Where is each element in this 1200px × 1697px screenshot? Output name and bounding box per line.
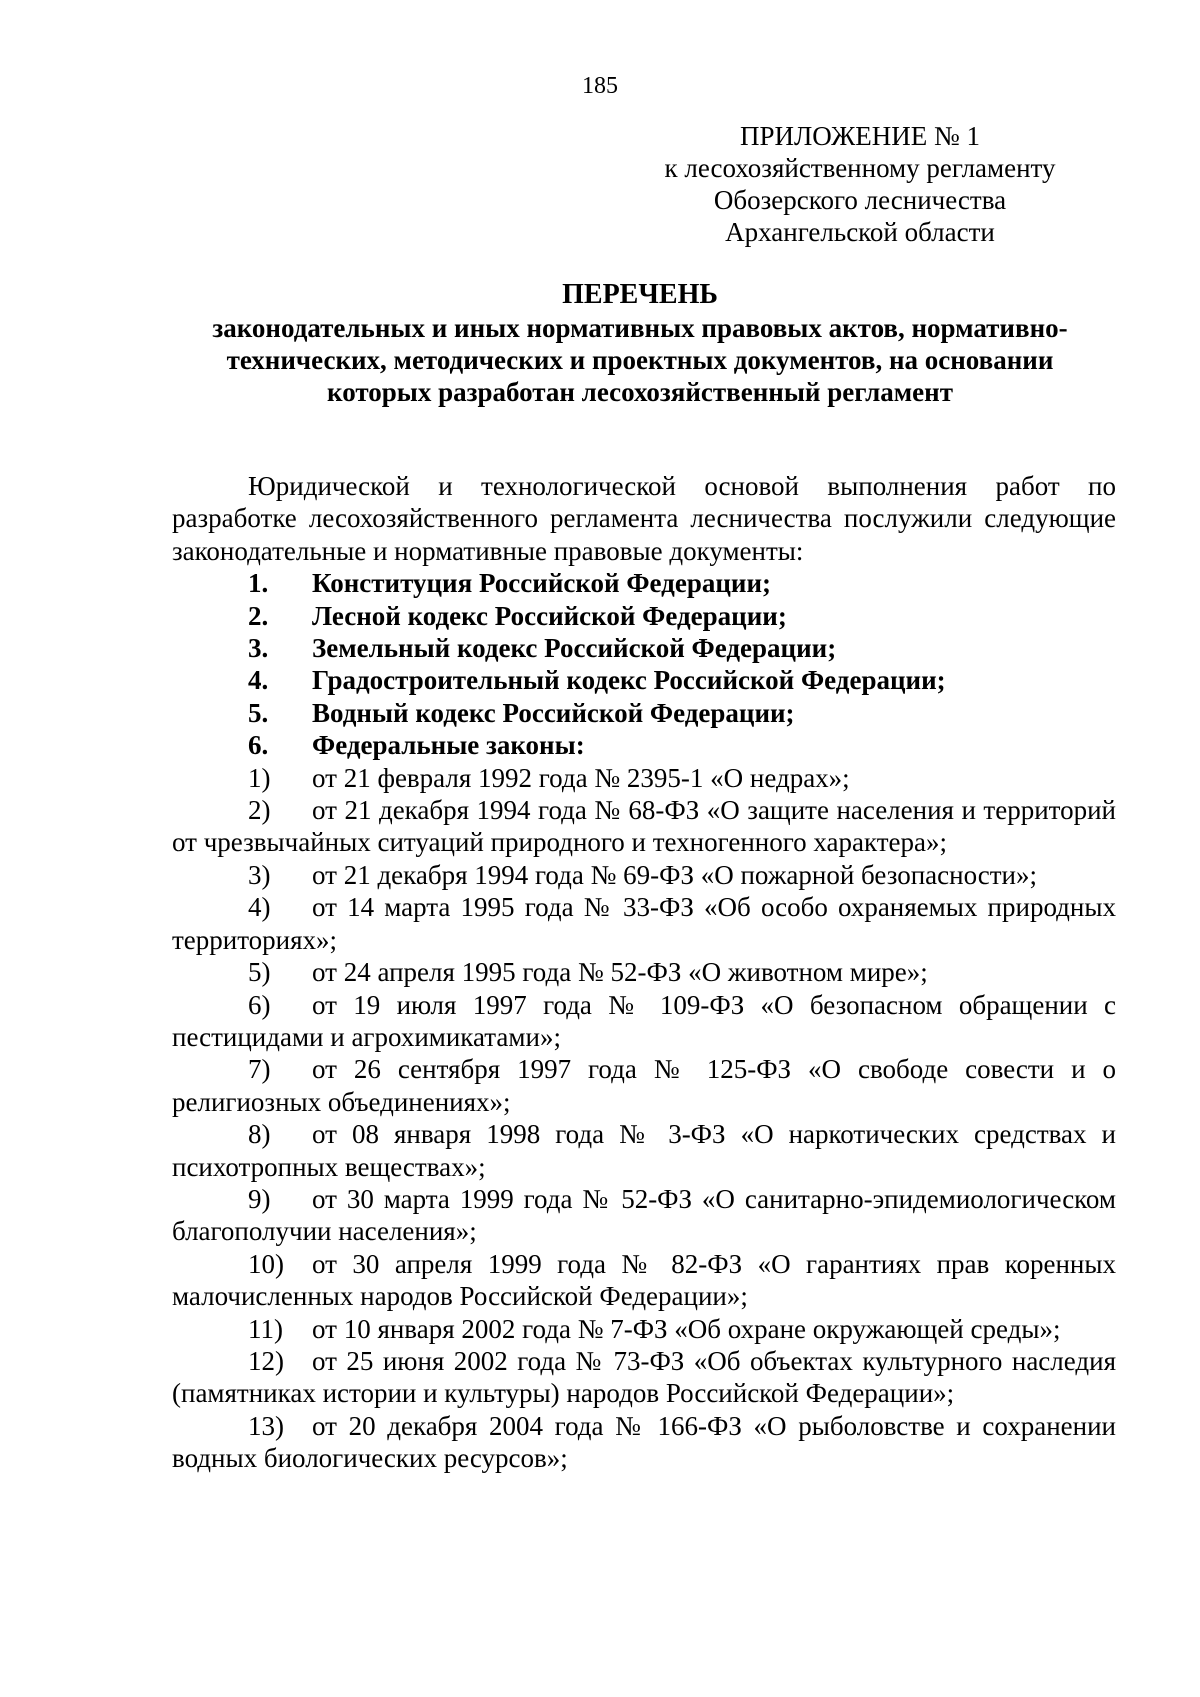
law-item [172,989,1116,1054]
document-title [160,278,1120,408]
law-item-number: 13) [248,1410,284,1441]
list-item-number: 6. [248,730,269,761]
law-item [172,794,1116,859]
law-item-number: 9) [248,1183,271,1214]
list-item-number: 5. [248,697,269,728]
law-item-number: 2) [248,795,271,826]
list-item [172,632,1116,664]
law-item [172,1183,1116,1248]
appendix-line-4: Архангельской области [725,217,995,247]
list-item [172,664,1116,696]
list-item [172,729,1116,761]
list-item-text: Федеральные законы: [312,730,585,761]
law-item-text: от 14 марта 1995 года № 33-ФЗ «Об особо охраняемых природных территориях»; [172,892,1116,955]
law-item-text: от 21 февраля 1992 года № 2395-1 «О недрах»; [312,762,850,793]
title-subtitle-2: технических, методических и проектных документов, на основании [226,345,1054,375]
law-item-text: от 21 декабря 1994 года № 68-ФЗ «О защите населения и территорий от чрезвычайных ситуаций природного и техногенного характера»; [172,795,1116,858]
law-item-number: 11) [248,1313,283,1344]
law-item-text: от 24 апреля 1995 года № 52-ФЗ «О животном мире»; [312,957,928,988]
law-item [172,762,1116,794]
law-item-number: 3) [248,859,271,890]
list-item-text: Водный кодекс Российской Федерации; [312,697,795,728]
law-item-number: 6) [248,989,271,1020]
law-item-text: от 10 января 2002 года № 7-ФЗ «Об охране окружающей среды»; [312,1313,1061,1344]
document-body [172,470,1116,1475]
law-item-text: от 08 января 1998 года № 3-ФЗ «О наркотических средствах и психотропных веществах»; [172,1119,1116,1182]
law-item [172,1313,1116,1345]
title-subtitle-3: которых разработан лесохозяйственный регламент [327,377,953,407]
law-item-number: 10) [248,1248,284,1279]
appendix-header [640,120,1080,248]
law-item-number: 7) [248,1054,271,1085]
list-item [172,600,1116,632]
list-item [172,697,1116,729]
law-item-text: от 20 декабря 2004 года № 166-ФЗ «О рыболовстве и сохранении водных биологических ресурсов»; [172,1410,1116,1474]
list-item-number: 4. [248,665,269,696]
law-item [172,1248,1116,1313]
list-item-text: Конституция Российской Федерации; [312,568,771,599]
law-item [172,956,1116,988]
law-item-text: от 26 сентября 1997 года № 125-ФЗ «О свободе совести и о религиозных объединениях»; [172,1054,1116,1117]
law-item [172,1345,1116,1410]
list-item [172,567,1116,599]
list-item-number: 2. [248,600,269,631]
law-item [172,859,1116,891]
law-item [172,1118,1116,1183]
law-item-text: от 21 декабря 1994 года № 69-ФЗ «О пожарной безопасности»; [312,859,1038,890]
law-item-text: от 25 июня 2002 года № 73-ФЗ «Об объектах культурного наследия (памятниках истории и культуры) народов Российской Федерации»; [172,1345,1116,1409]
list-item-text: Земельный кодекс Российской Федерации; [312,633,837,664]
title-heading: ПЕРЕЧЕНЬ [562,279,718,310]
list-item-number: 1. [248,568,269,599]
appendix-line-3: Обозерского лесничества [713,185,1007,215]
law-item-number: 1) [248,762,271,793]
list-item-text: Градостроительный кодекс Российской Федерации; [312,665,946,696]
title-subtitle-1: законодательных и иных нормативных правовых актов, нормативно- [212,313,1068,343]
law-item [172,1053,1116,1118]
appendix-line-2: к лесохозяйственному регламенту [664,153,1056,183]
law-item-text: от 30 апреля 1999 года № 82-ФЗ «О гарантиях прав коренных малочисленных народов Российской Федерации»; [172,1248,1116,1312]
law-item-number: 4) [248,892,271,923]
law-item-text: от 30 марта 1999 года № 52-ФЗ «О санитарно-эпидемиологическом благополучии населения»; [172,1183,1116,1247]
list-item-number: 3. [248,633,269,664]
page-number: 185 [582,73,618,99]
law-item [172,1410,1116,1475]
law-item-number: 8) [248,1119,271,1150]
law-item-number: 12) [248,1345,284,1376]
intro-paragraph: Юридической и технологической основой выполнения работ по разработке лесохозяйственного регламента лесничества послужили следующие законодательные и нормативные правовые документы: [172,471,1116,566]
list-item-text: Лесной кодекс Российской Федерации; [312,600,787,631]
law-item-number: 5) [248,957,271,988]
law-item [172,891,1116,956]
law-item-text: от 19 июля 1997 года № 109-ФЗ «О безопасном обращении с пестицидами и агрохимикатами»; [172,989,1116,1052]
appendix-line-1: ПРИЛОЖЕНИЕ № 1 [739,121,981,151]
